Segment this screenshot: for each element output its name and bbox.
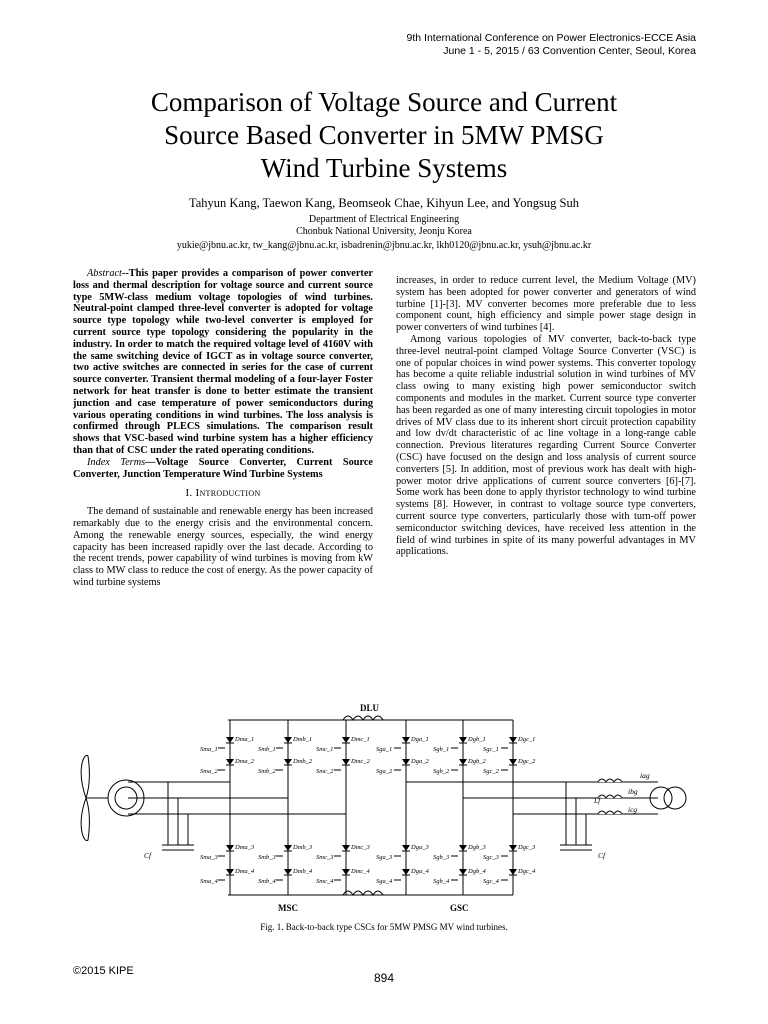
affiliation-dept: Department of Electrical Engineering xyxy=(308,214,460,225)
gsc-diode-8 xyxy=(459,845,467,851)
index-terms xyxy=(73,457,373,481)
abstract xyxy=(73,268,373,457)
gsc-diode-11 xyxy=(459,869,467,875)
msc-diode-7 xyxy=(226,845,234,851)
msc-switch-label-7: Sma_3 xyxy=(200,854,218,861)
transformer-secondary xyxy=(664,787,686,809)
gsc-diode-label-6: Dgc_2 xyxy=(518,758,536,765)
gsc-switch-label-11: Sgb_4 xyxy=(433,878,450,885)
title-line-2: Source Based Converter in 5MW PMSG xyxy=(164,120,604,150)
right-column xyxy=(396,275,696,558)
msc-diode-label-5: Dmb_2 xyxy=(293,758,313,765)
msc-switch-label-11: Smb_4 xyxy=(258,878,276,885)
msc-switch-label-5: Smb_2 xyxy=(258,768,276,775)
left-column xyxy=(73,268,373,589)
turbine-blade-bottom xyxy=(81,798,89,841)
msc-diode-5 xyxy=(284,759,292,765)
dc-link-inductor-top xyxy=(343,716,383,720)
msc-diode-label-11: Dmb_4 xyxy=(293,868,313,875)
title-line-1: Comparison of Voltage Source and Current xyxy=(150,87,618,117)
gsc-diode-label-5: Dgb_2 xyxy=(468,758,486,765)
section-title: Introduction xyxy=(195,487,261,500)
msc-diode-2 xyxy=(284,737,292,743)
grid-inductor-b xyxy=(598,795,622,798)
author-list: Tahyun Kang, Taewon Kang, Beomseok Chae, Kihyun Lee, and Yongsug Suh xyxy=(189,196,579,210)
grid-inductor-a xyxy=(598,779,622,782)
gsc-switch-label-1: Sga_1 xyxy=(376,746,393,753)
msc-switch-label-8: Smb_3 xyxy=(258,854,276,861)
msc-diode-label-8: Dmb_3 xyxy=(293,844,313,851)
gsc-diode-5 xyxy=(459,759,467,765)
abstract-text: --This paper provides a comparison of power converter loss and thermal description for voltage source and current source type 5MW-class medium voltage topologies of wind turbines. Neutral-point clamped three-level converter is adopted for voltage source type topology while two-level converter is employed for current source type topology considering the popularity in the industry. In order to match the required voltage level of 4160V with the same switching device of IGCT as in voltage source converter, two active switches are connected in series for the case of current source converter. Transient thermal modeling of a four-layer Foster network for heat transfer is done to better estimate the transient junction and case temperature of power semiconductors during various operating conditions in wind turbines. The loss analysis is confirmed through PLECS simulations. The comparison result shows that VSC-based wind turbine system has a higher efficiency than that of CSC under the rated operating conditions. xyxy=(73,268,373,456)
msc-diode-11 xyxy=(284,869,292,875)
msc-switch-label-2: Smb_1 xyxy=(258,746,276,753)
current-label-c: icg xyxy=(628,805,638,814)
gsc-switch-label-5: Sgb_2 xyxy=(433,768,450,775)
inductor-label: Lf xyxy=(594,796,601,805)
gsc-diode-12 xyxy=(509,869,517,875)
msc-diode-1 xyxy=(226,737,234,743)
dc-link-label: DLU xyxy=(360,703,380,713)
copyright: ©2015 KIPE xyxy=(73,965,134,977)
msc-diode-6 xyxy=(342,759,350,765)
conference-header xyxy=(407,32,696,58)
gsc-switch-label-6: Sgc_2 xyxy=(483,768,499,775)
paper-title xyxy=(60,86,708,185)
gsc-diode-10 xyxy=(402,869,410,875)
msc-diode-10 xyxy=(226,869,234,875)
gsc-diode-label-2: Dgb_1 xyxy=(468,736,486,743)
cap-label-left: Cf xyxy=(144,851,152,860)
gsc-diode-label-7: Dga_3 xyxy=(411,844,429,851)
figure-1 xyxy=(58,700,710,915)
author-emails: yukie@jbnu.ac.kr, tw_kang@jbnu.ac.kr, isbadrenin@jbnu.ac.kr, lkh0120@jbnu.ac.kr, ysuh@jbnu.ac.kr xyxy=(176,240,592,251)
gsc-diode-label-1: Dga_1 xyxy=(411,736,429,743)
msc-diode-label-4: Dma_2 xyxy=(235,758,255,765)
msc-diode-8 xyxy=(284,845,292,851)
gsc-diode-label-11: Dgb_4 xyxy=(468,868,486,875)
grid-inductor-c xyxy=(598,811,622,814)
section-number: I. xyxy=(185,487,193,500)
intro-paragraph-1: The demand of sustainable and renewable energy has been increased remarkably due to the energy crisis and the environmental concern. Among the renewable energy sources, especially, the wind energy capacity has been increased rapidly over the last decade. According to the recent trends, power capability of wind turbines is moving from kW class to MW class to reduce the cost of energy. As the power capacity of wind turbine systems xyxy=(73,506,373,588)
turbine-blade-top xyxy=(81,755,89,798)
gsc-diode-label-12: Dgc_4 xyxy=(518,868,536,875)
abstract-label: Abstract xyxy=(87,268,122,279)
msc-switch-label-12: Smc_4 xyxy=(316,878,334,885)
msc-switch-label-6: Smc_2 xyxy=(316,768,334,775)
affiliation xyxy=(60,214,708,238)
msc-diode-label-1: Dma_1 xyxy=(235,736,255,743)
msc-diode-3 xyxy=(342,737,350,743)
right-paragraph-2: Among various topologies of MV converter, back-to-back type three-level neutral-point clamped Voltage Source Converter (VSC) is one of popular choices in wind power systems. This converter topology has become a quite reliable industrial solution in wind turbines of MV class owing to many existing high power semiconductor switch components and modules in the market. Current source type converter has been regarded as one of many interesting circuit topologies in motor drives of MV class due to its inherent short circuit protection capability and low dv/dt characteristic of ac line voltage in a long-range cable connection. Previous literatures regarding Current Source Converter (CSC) have focused on the design and loss analysis of current source converters [5]. In addition, most of previous work has dealt with high-power motor drive applications of current source converters [6]-[7]. Some work has been done to apply thyristor technology to wind turbine systems [8]. However, in contrast to voltage source type converters, current source type converters, particularly those with turn-off power semiconductor switching devices, have received less attention in the field of wind turbines in spite of its many powerful advantages in MV applications. xyxy=(396,333,696,558)
msc-switch-label-4: Sma_2 xyxy=(200,768,218,775)
gsc-diode-2 xyxy=(459,737,467,743)
msc-diode-label-10: Dma_4 xyxy=(235,868,255,875)
page-number: 894 xyxy=(373,971,395,985)
gsc-switch-label-12: Sgc_4 xyxy=(483,878,499,885)
msc-diode-label-7: Dma_3 xyxy=(235,844,255,851)
cap-label-right: Cf xyxy=(598,851,606,860)
gsc-diode-label-4: Dga_2 xyxy=(411,758,429,765)
circuit-diagram xyxy=(58,700,710,915)
msc-diode-label-9: Dmc_3 xyxy=(351,844,370,851)
msc-diode-label-2: Dmb_1 xyxy=(293,736,313,743)
gsc-diode-1 xyxy=(402,737,410,743)
gsc-diode-label-9: Dgc_3 xyxy=(518,844,536,851)
gsc-diode-4 xyxy=(402,759,410,765)
title-line-3: Wind Turbine Systems xyxy=(260,153,508,183)
gsc-switch-label-2: Sgb_1 xyxy=(433,746,450,753)
msc-diode-label-12: Dmc_4 xyxy=(351,868,370,875)
msc-diode-9 xyxy=(342,845,350,851)
msc-label: MSC xyxy=(278,903,298,913)
conference-line-1: 9th International Conference on Power Electronics-ECCE Asia xyxy=(406,32,696,44)
msc-switch-label-3: Smc_1 xyxy=(316,746,334,753)
gsc-diode-7 xyxy=(402,845,410,851)
gsc-switch-label-8: Sgb_3 xyxy=(433,854,450,861)
msc-diode-12 xyxy=(342,869,350,875)
gsc-switch-label-4: Sga_2 xyxy=(376,768,393,775)
index-terms-text: —Voltage Source Converter, Current Source Converter, Junction Temperature Wind Turbine Systems xyxy=(73,456,373,480)
gsc-switch-label-3: Sgc_1 xyxy=(483,746,499,753)
right-paragraph-1: increases, in order to reduce current level, the Medium Voltage (MV) system has been adopted for power converter and generators of wind turbine [1]-[3]. MV converter becomes more preferable due to less component count, high efficiency and simple power stage design in power converters of wind turbines [4]. xyxy=(396,275,696,334)
msc-switch-label-10: Sma_4 xyxy=(200,878,218,885)
section-heading xyxy=(73,488,373,500)
gsc-diode-label-3: Dgc_1 xyxy=(518,736,536,743)
gsc-diode-label-10: Dga_4 xyxy=(411,868,429,875)
affiliation-univ: Chonbuk National University, Jeonju Korea xyxy=(296,226,472,237)
current-label-b: ibg xyxy=(628,787,638,796)
msc-switch-label-1: Sma_1 xyxy=(200,746,218,753)
dc-link-inductor-bottom xyxy=(343,891,383,895)
gsc-switch-label-10: Sga_4 xyxy=(376,878,393,885)
msc-diode-label-6: Dmc_2 xyxy=(351,758,370,765)
msc-switch-label-9: Smc_3 xyxy=(316,854,334,861)
gsc-diode-9 xyxy=(509,845,517,851)
gsc-diode-3 xyxy=(509,737,517,743)
current-label-a: iag xyxy=(640,771,650,780)
index-terms-label: Index Terms xyxy=(87,456,146,468)
gsc-label: GSC xyxy=(450,903,469,913)
msc-diode-4 xyxy=(226,759,234,765)
gsc-diode-6 xyxy=(509,759,517,765)
gsc-switch-label-7: Sga_3 xyxy=(376,854,393,861)
gsc-switch-label-9: Sgc_3 xyxy=(483,854,499,861)
switch-devices xyxy=(200,736,536,885)
conference-line-2: June 1 - 5, 2015 / 63 Convention Center, Seoul, Korea xyxy=(443,45,696,57)
figure-caption: Fig. 1. Back-to-back type CSCs for 5MW PMSG MV wind turbines. xyxy=(260,922,508,932)
gsc-diode-label-8: Dgb_3 xyxy=(468,844,486,851)
msc-diode-label-3: Dmc_1 xyxy=(351,736,370,743)
